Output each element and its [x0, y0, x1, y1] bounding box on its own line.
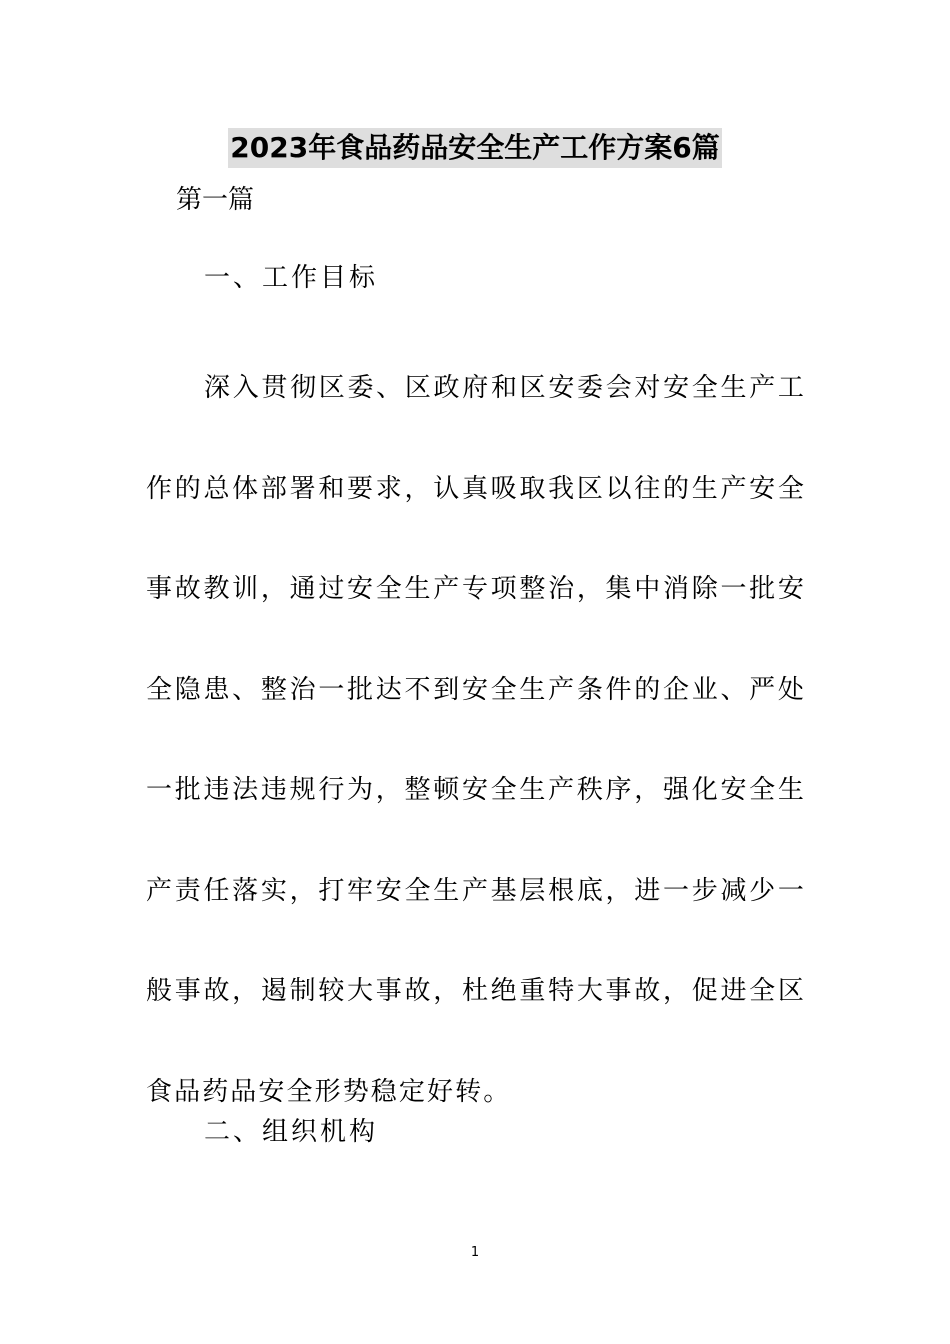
heading-work-goals: 一、工作目标	[204, 263, 379, 293]
paragraph-work-goals: 深入贯彻区委、区政府和区安委会对安全生产工作的总体部署和要求，认真吸取我区以往的生产安全事故教训，通过安全生产专项整治，集中消除一批安全隐患、整治一批达不到安全生产条件的企业、严处一批违法违规行为，整顿安全生产秩序，强化安全生产责任落实，打牢安全生产基层根底，进一步减少一般事故，遏制较大事故，杜绝重特大事故，促进全区食品药品安全形势稳定好转。	[146, 373, 806, 1107]
section-label: 第一篇	[176, 185, 255, 215]
page-number: 1	[470, 1245, 480, 1260]
document-title: 2023年食品药品安全生产工作方案6篇	[228, 128, 721, 168]
title-container	[0, 128, 950, 168]
heading-organization: 二、组织机构	[204, 1117, 379, 1147]
